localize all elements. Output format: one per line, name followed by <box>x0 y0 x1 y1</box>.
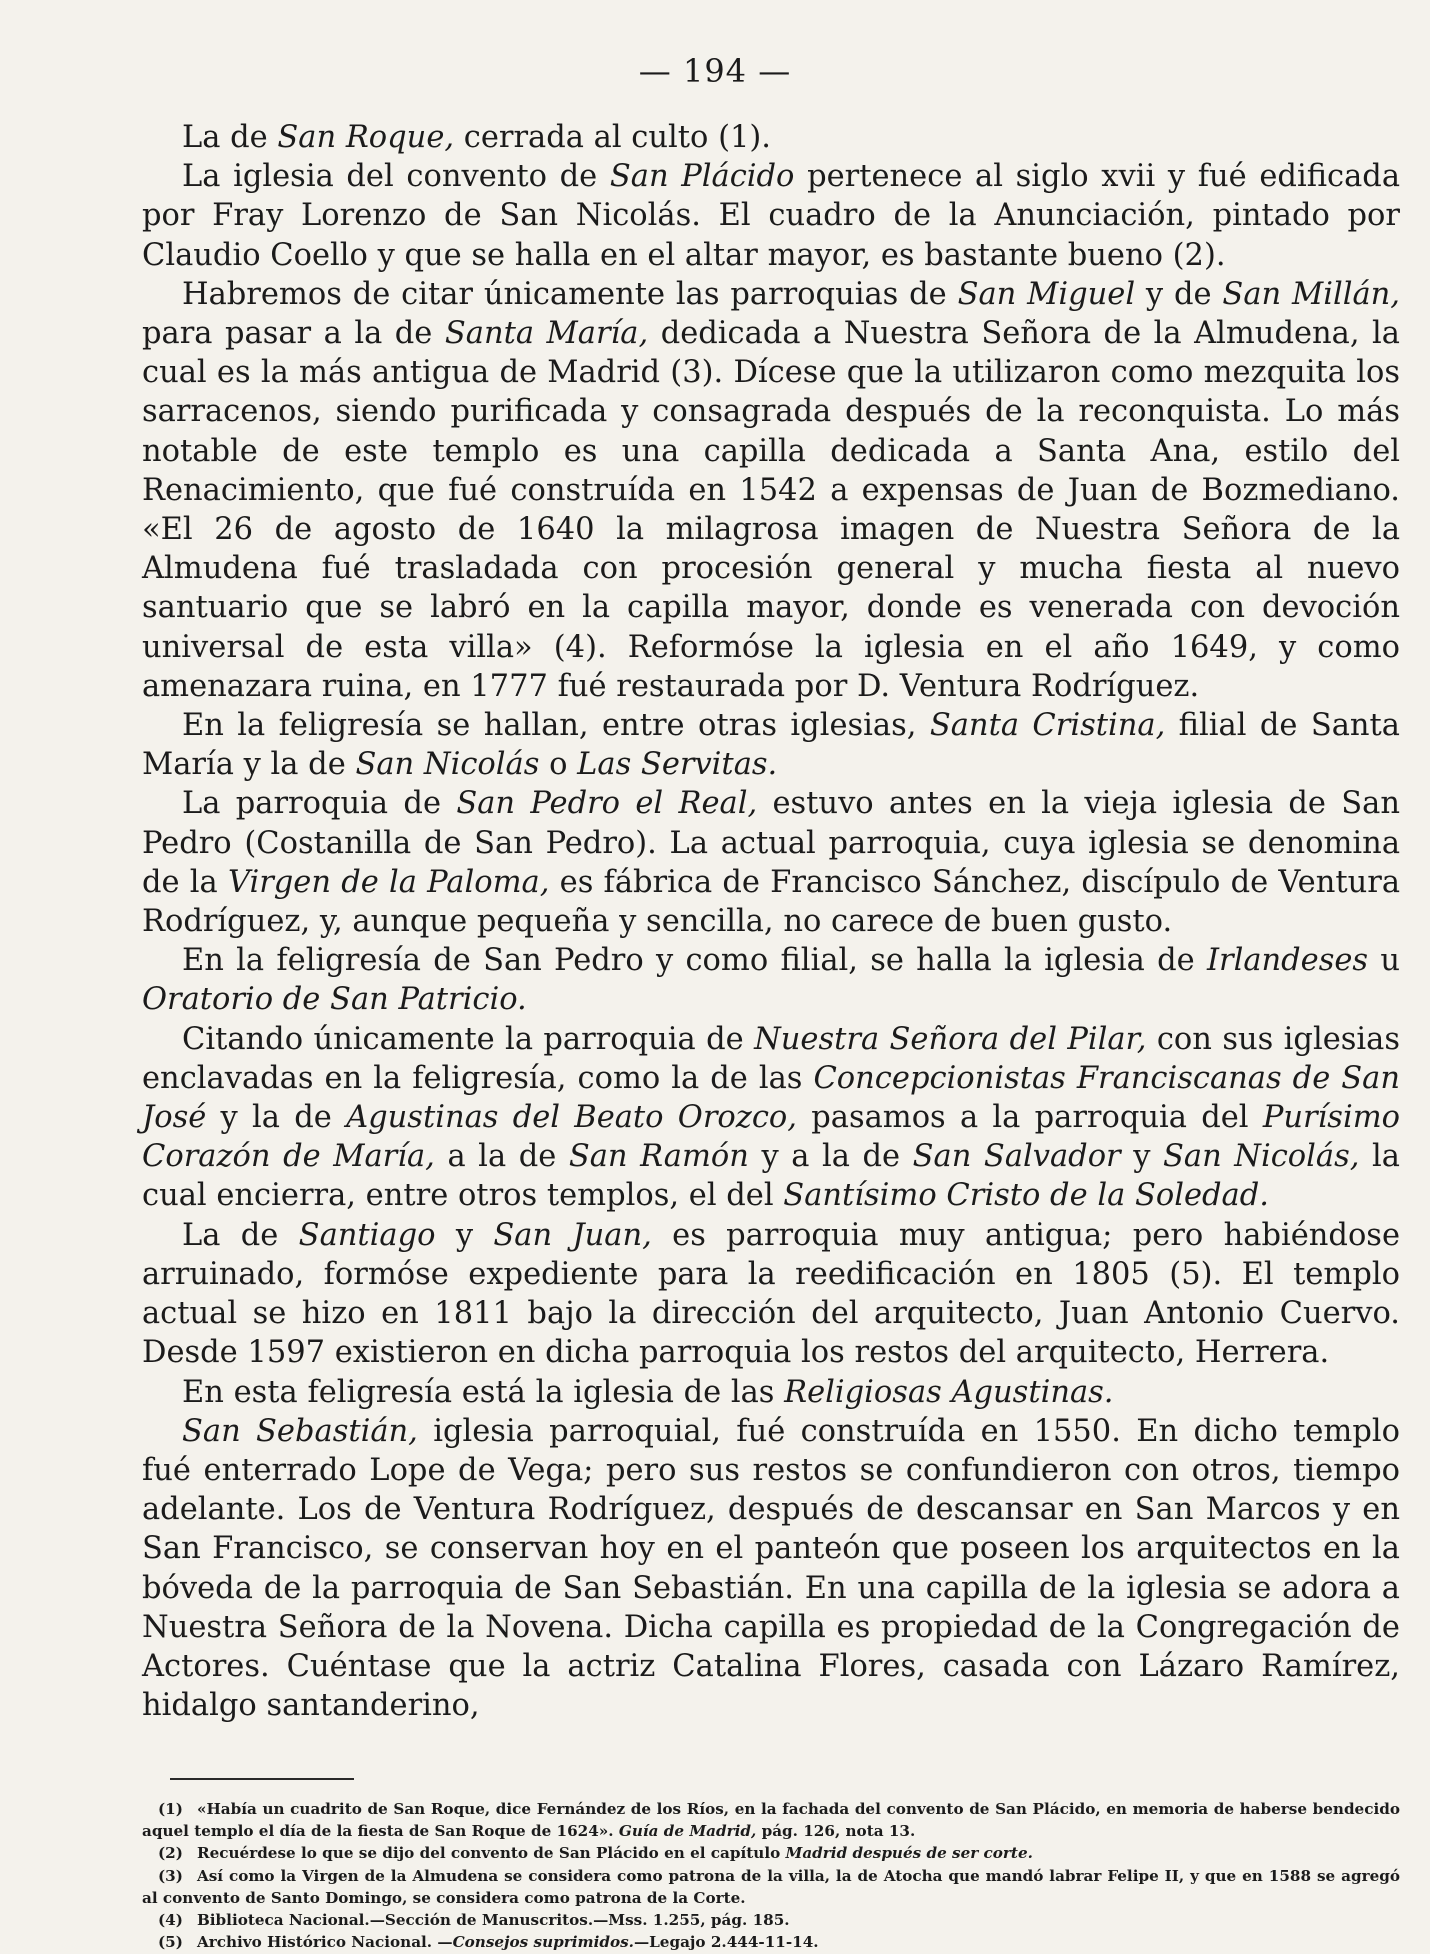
text-run: y de <box>1135 276 1223 312</box>
text-run: Recuérdese lo que se dijo del convento de San Plácido en el capítulo <box>196 1844 786 1863</box>
text-run: o <box>539 747 578 783</box>
italic-run: San Salvador <box>912 1139 1121 1175</box>
text-run: filial de Santa María y la de <box>142 708 1400 783</box>
text-run: u <box>1368 943 1400 979</box>
italic-run: Santiago <box>298 1217 436 1253</box>
page-number: — 194 — <box>638 52 792 90</box>
italic-run: San Nicolás, <box>1163 1139 1360 1175</box>
paragraph <box>142 784 1400 941</box>
italic-run: San Millán, <box>1222 276 1400 312</box>
paragraph <box>142 1373 1400 1412</box>
italic-run: Irlandeses <box>1206 943 1369 979</box>
text-run: iglesia parroquial, fué construída en 1550. En dicho templo fué enterrado Lope de Vega; pero sus restos se confundieron con otros, tiempo adelante. Los de Ventura Rodríguez, después de descansar en San Marcos y en San Francisco, se conservan hoy en el panteón que poseen los arquitectos en la bóveda de la parroquia de San Sebastián. En una capilla de la iglesia se adora a Nuestra Señora de la Novena. Dicha capilla es propiedad de la Congregación de Actores. Cuéntase que la actriz Catalina Flores, casada con Lázaro Ramírez, hidalgo santanderino, <box>142 1413 1400 1724</box>
italic-run: San Roque, <box>277 120 455 155</box>
text-run: es parroquia muy antigua; pero habiéndose arruinado, formóse expediente para la reedificación en 1805 (5). El templo actual se hizo en 1811 bajo la dirección del arquitecto, Juan Antonio Cuervo. Desde 1597 existieron en dicha parroquia los restos del arquitecto, Herrera. <box>142 1217 1401 1371</box>
italic-run: San Ramón <box>568 1139 749 1175</box>
text-run: pág. 126, nota 13. <box>756 1822 916 1841</box>
text-run: dedicada a Nuestra Señora de la Almudena, la cual es la más antigua de Madrid (3). Dícese que la utilizaron como mezquita los sarracenos, siendo purificada y consagrada después de la reconquista. Lo más notable de este templo es una capilla dedicada a Santa Ana, estilo del Renacimiento, que fué construída en 1542 a expensas de Juan de Bozmediano. «El 26 de agosto de 1640 la milagrosa imagen de Nuestra Señora de la Almudena fué trasladada con procesión general y mucha fiesta al nuevo santuario que se labró en la capilla mayor, donde es venerada con devoción universal de esta villa» (4). Reformóse la iglesia en el año 1649, y como amenazara ruina, en 1777 fué restaurada por D. Ventura Rodríguez. <box>142 316 1400 704</box>
text-run: y <box>435 1217 494 1253</box>
text-run: para pasar a la de <box>142 316 445 352</box>
footnote-marker: (2) <box>158 1844 183 1863</box>
text-run: cerrada al culto (1). <box>454 120 771 155</box>
italic-run: Purísimo Corazón de María, <box>142 1100 1401 1175</box>
footnotes <box>142 1798 1400 1953</box>
italic-run: Agustinas del Beato Orozco, <box>346 1100 797 1136</box>
italic-run: Concepcionistas Franciscanas de San José <box>142 1060 1400 1136</box>
footnote-marker: (3) <box>158 1866 183 1885</box>
italic-run: Oratorio de San Patricio. <box>142 982 527 1018</box>
footnote <box>142 1865 1400 1909</box>
paragraph <box>142 706 1400 784</box>
text-run: a la de <box>434 1139 569 1175</box>
paragraph <box>142 941 1400 1019</box>
text-run: es fábrica de Francisco Sánchez, discípulo de Ventura Rodríguez, y, aunque pequeña y sencilla, no carece de buen gusto. <box>142 864 1400 940</box>
paragraph <box>142 1216 1400 1373</box>
paragraph <box>142 1412 1400 1726</box>
italic-run: Consejos suprimidos. <box>452 1933 634 1952</box>
italic-run: Guía de Madrid, <box>618 1822 757 1841</box>
text-run: «Había un cuadrito de San Roque, dice Fernández de los Ríos, en la fachada del convento de San Plácido, en memoria de haberse bendecido aquel templo el día de la fiesta de San Roque de 1624». <box>142 1800 1400 1841</box>
paragraph <box>142 1020 1400 1216</box>
text-run: y <box>1120 1139 1163 1175</box>
italic-run: San Juan, <box>493 1217 652 1253</box>
italic-run: Las Servitas. <box>577 747 778 783</box>
footnote-marker: (1) <box>158 1800 183 1818</box>
footnote <box>142 1842 1400 1864</box>
italic-run: Nuestra Señora del Pilar, <box>754 1021 1147 1057</box>
text-run: con sus iglesias enclavadas en la feligresía, como la de las <box>142 1021 1400 1096</box>
footnote <box>142 1909 1400 1931</box>
text-run: Así como la Virgen de la Almudena se considera como patrona de la villa, la de Atocha que mandó labrar Felipe II, y que en 1588 se agregó al convento de Santo Domingo, se considera como patrona de la Corte. <box>142 1866 1400 1907</box>
italic-run: Madrid después de ser corte. <box>785 1844 1033 1863</box>
footnote-marker: (5) <box>158 1933 183 1952</box>
body-text <box>142 118 1400 1725</box>
text-run: estuvo antes en la vieja iglesia de San Pedro (Costanilla de San Pedro). La actual parroquia, cuya iglesia se denomina de la <box>142 786 1400 900</box>
italic-run: San Pedro el Real, <box>456 786 758 822</box>
text-run: Archivo Histórico Nacional. — <box>196 1933 453 1952</box>
text-run: —Legajo 2.444-11-14. <box>633 1933 819 1952</box>
italic-run: Santa María, <box>444 316 649 352</box>
text-run: La de <box>182 120 278 155</box>
text-run: la cual encierra, entre otros templos, el del <box>142 1139 1400 1214</box>
footnote <box>142 1798 1400 1842</box>
italic-run: Virgen de la Paloma, <box>227 864 550 900</box>
footnote-marker: (4) <box>158 1911 183 1930</box>
italic-run: Santa Cristina, <box>929 708 1166 744</box>
text-run: La de <box>182 1217 299 1253</box>
footnote <box>142 1931 1400 1953</box>
text-run: La iglesia del convento de <box>182 159 610 195</box>
italic-run: San Miguel <box>957 276 1136 312</box>
text-run: y la de <box>206 1100 347 1136</box>
text-run: pasamos a la parroquia del <box>796 1100 1263 1136</box>
text-run: Biblioteca Nacional.—Sección de Manuscritos.—Mss. 1.255, pág. 185. <box>196 1911 790 1930</box>
text-run: Habremos de citar únicamente las parroquias de <box>182 276 958 312</box>
text-run: En la feligresía se hallan, entre otras iglesias, <box>182 708 930 744</box>
text-run: La parroquia de <box>182 786 457 822</box>
text-run: En esta feligresía está la iglesia de las <box>182 1374 785 1410</box>
text-run: y a la de <box>748 1139 913 1175</box>
text-run: Citando únicamente la parroquia de <box>182 1021 755 1057</box>
paragraph <box>142 157 1400 275</box>
italic-run: San Plácido <box>609 159 795 195</box>
paragraph <box>142 275 1400 706</box>
footnote-separator <box>170 1778 354 1780</box>
italic-run: Santísimo Cristo de la Soledad. <box>783 1178 1269 1214</box>
paragraph <box>142 118 1400 157</box>
italic-run: Religiosas Agustinas. <box>784 1374 1114 1410</box>
italic-run: San Sebastián, <box>182 1413 418 1449</box>
text-run: En la feligresía de San Pedro y como filial, se halla la iglesia de <box>182 943 1207 979</box>
text-run: pertenece al siglo xvii y fué edificada por Fray Lorenzo de San Nicolás. El cuadro de la Anunciación, pintado por Claudio Coello y que se halla en el altar mayor, es bastante bueno (2). <box>142 159 1401 273</box>
italic-run: San Nicolás <box>355 747 540 783</box>
